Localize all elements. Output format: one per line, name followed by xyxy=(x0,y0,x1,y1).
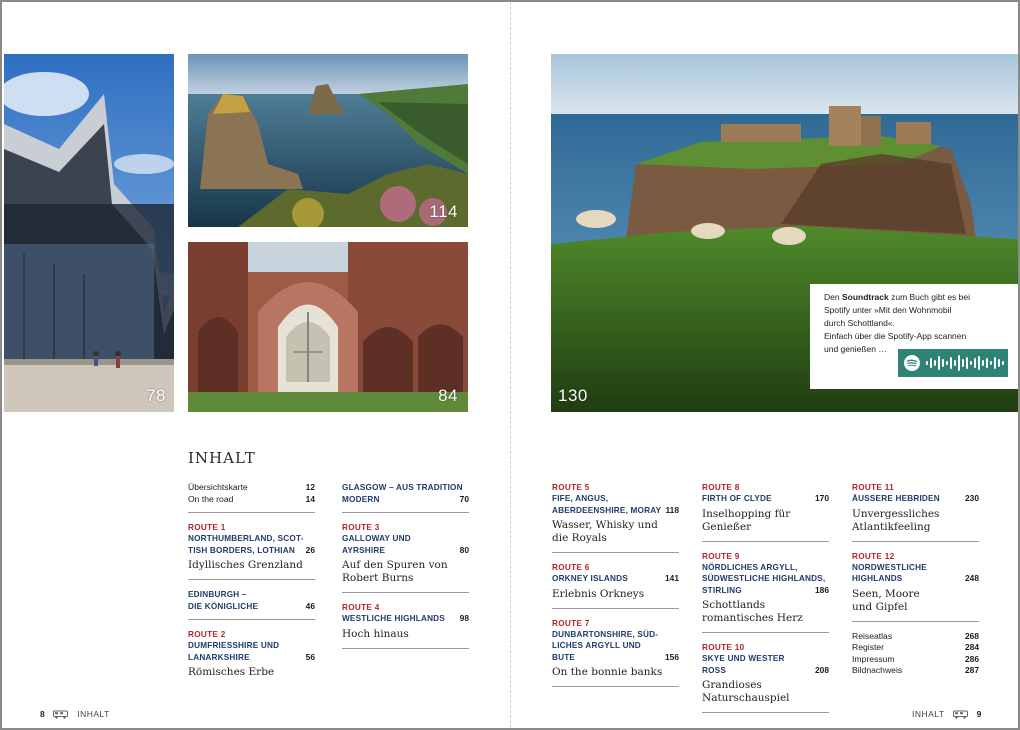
route-title: DIE KÖNIGLICHE xyxy=(188,601,259,611)
route-title: ORKNEY ISLANDS xyxy=(552,574,628,583)
footer-page-number: 8 xyxy=(40,709,46,719)
toc-entry-edinburgh[interactable] xyxy=(188,589,315,620)
route-title: SKYE UND WESTER ROSS xyxy=(702,654,785,675)
toc-row[interactable]: Reiseatlas 268 xyxy=(852,630,979,641)
toc-entry-appendix[interactable] xyxy=(852,631,979,684)
footer-right xyxy=(912,709,982,719)
page-number: 118 xyxy=(665,504,679,515)
route-label: ROUTE 3 xyxy=(342,523,380,532)
toc-row[interactable]: Übersichtskarte 12 xyxy=(188,482,315,492)
spotify-code-bars xyxy=(926,354,1006,372)
photo-glasgow-museum xyxy=(4,54,174,412)
camper-van-icon xyxy=(953,710,969,719)
toc-column-3 xyxy=(552,482,679,696)
footer-label: INHALT xyxy=(77,709,110,719)
route-label: ROUTE 9 xyxy=(702,551,740,561)
route-title: NORDWESTLICHE xyxy=(852,562,927,572)
toc-column-2 xyxy=(342,482,469,658)
route-title: GALLOWAY UND xyxy=(342,534,411,543)
toc-entry-route-1[interactable] xyxy=(188,522,315,580)
route-subtitle: Schottlands romantisches Herz xyxy=(702,599,803,624)
route-subtitle: Seen, Moore und Gipfel xyxy=(852,587,920,613)
page-number: 248 xyxy=(965,573,979,583)
route-title: LICHES ARGYLL UND BUTE xyxy=(552,641,641,662)
route-title: EDINBURGH – xyxy=(188,590,247,599)
soundtrack-box: Den Soundtrack zum Buch gibt es bei Spotify unter »Mit den Wohnmobil durch Schottland«. Einfach über die Spotify-App scannen und genießen … xyxy=(810,284,1018,389)
route-title: DUMFRIESSHIRE UND xyxy=(188,641,280,650)
route-title: FIFE, ANGUS, xyxy=(552,494,609,503)
footer-label: INHALT xyxy=(912,709,945,719)
page-number: 80 xyxy=(459,544,469,555)
footer-left xyxy=(40,709,110,719)
route-title: MODERN xyxy=(342,494,380,504)
page-number: 186 xyxy=(815,584,829,595)
route-label: ROUTE 4 xyxy=(342,603,380,612)
toc-entry-route-11[interactable] xyxy=(852,482,979,542)
route-title: AYRSHIRE xyxy=(342,545,386,555)
route-subtitle: Erlebnis Orkneys xyxy=(552,587,645,600)
page-number: 230 xyxy=(965,493,979,503)
spotify-code[interactable] xyxy=(898,349,1008,377)
toc-row[interactable]: Bildnachweis 287 xyxy=(852,665,979,675)
toc-entry-route-5[interactable] xyxy=(552,482,679,553)
toc-entry-glasgow[interactable] xyxy=(342,482,469,513)
route-label: ROUTE 8 xyxy=(702,483,740,492)
route-label: ROUTE 5 xyxy=(552,483,590,492)
toc-column-1 xyxy=(188,482,315,695)
route-label: ROUTE 12 xyxy=(852,551,895,561)
photo-page-number: 114 xyxy=(429,202,458,221)
route-label: ROUTE 1 xyxy=(188,523,226,532)
route-title: LANARKSHIRE xyxy=(188,652,250,662)
toc-heading: INHALT xyxy=(188,449,256,467)
toc-entry-route-9[interactable] xyxy=(702,551,829,634)
soundtrack-text: Den Soundtrack zum Buch gibt es bei xyxy=(824,292,970,302)
page-number: 46 xyxy=(305,600,315,611)
footer-page-number: 9 xyxy=(976,709,982,719)
route-title: ÄUSSERE HEBRIDEN xyxy=(852,494,940,503)
photo-page-number: 130 xyxy=(558,386,588,405)
route-title: FIRTH OF CLYDE xyxy=(702,494,772,503)
toc-row[interactable]: Impressum 286 xyxy=(852,653,979,664)
route-title: WESTLICHE HIGHLANDS xyxy=(342,614,445,623)
toc-entry-route-3[interactable] xyxy=(342,522,469,593)
route-subtitle: Hoch hinaus xyxy=(342,627,409,640)
toc-entry-route-8[interactable] xyxy=(702,482,829,542)
toc-entry-overview[interactable] xyxy=(188,482,315,513)
page-number: 141 xyxy=(665,573,679,583)
toc-entry-route-4[interactable] xyxy=(342,602,469,649)
route-label: ROUTE 7 xyxy=(552,618,590,628)
route-label: ROUTE 10 xyxy=(702,643,745,652)
route-subtitle: Idyllisches Grenzland xyxy=(188,559,303,571)
route-subtitle: Inselhopping für Genießer xyxy=(702,507,791,533)
toc-row[interactable]: Register 284 xyxy=(852,642,979,652)
toc-entry-route-2[interactable] xyxy=(188,629,315,686)
route-label: ROUTE 6 xyxy=(552,563,590,572)
route-subtitle: Römisches Erbe xyxy=(188,666,275,678)
photo-page-number: 84 xyxy=(438,386,458,405)
route-title: NORTHUMBERLAND, SCOT- xyxy=(188,534,304,543)
photo-page-number: 78 xyxy=(146,386,166,405)
route-subtitle: Grandioses Naturschauspiel xyxy=(702,679,790,704)
page-number: 70 xyxy=(459,493,469,504)
route-title: GLASGOW – AUS TRADITION xyxy=(342,483,463,492)
toc-entry-route-6[interactable] xyxy=(552,562,679,609)
route-title: DUNBARTONSHIRE, SÜD- xyxy=(552,629,659,639)
route-title: STIRLING xyxy=(702,585,742,595)
route-label: ROUTE 2 xyxy=(188,630,226,639)
toc-row[interactable]: On the road 14 xyxy=(188,493,315,504)
page-number: 98 xyxy=(459,613,469,623)
toc-entry-route-10[interactable] xyxy=(702,642,829,713)
route-subtitle: On the bonnie banks xyxy=(552,666,663,678)
photo-sea-stacks xyxy=(188,54,468,227)
toc-column-5 xyxy=(852,482,979,693)
route-title: SÜDWESTLICHE HIGHLANDS, xyxy=(702,574,826,583)
route-subtitle: Auf den Spuren von Robert Burns xyxy=(342,559,448,584)
route-title: NÖRDLICHES ARGYLL, xyxy=(702,562,798,572)
page-number: 26 xyxy=(305,544,315,555)
route-title: HIGHLANDS xyxy=(852,574,903,583)
page-number: 170 xyxy=(815,493,829,503)
route-title: TISH BORDERS, LOTHIAN xyxy=(188,545,295,555)
route-label: ROUTE 11 xyxy=(852,483,894,492)
route-subtitle: Wasser, Whisky und die Royals xyxy=(552,519,658,544)
route-title: ABERDEENSHIRE, MORAY xyxy=(552,505,662,515)
toc-entry-route-7[interactable] xyxy=(552,618,679,688)
route-subtitle: Unvergessliches Atlantikfeeling xyxy=(852,507,940,533)
spine-divider xyxy=(510,2,511,728)
toc-entry-route-12[interactable] xyxy=(852,551,979,622)
camper-van-icon xyxy=(53,710,69,719)
page-number: 156 xyxy=(665,651,679,662)
spotify-logo-icon xyxy=(904,355,920,371)
toc-column-4 xyxy=(702,482,829,722)
photo-abbey-ruins xyxy=(188,242,468,412)
page-number: 56 xyxy=(305,651,315,662)
page-number: 208 xyxy=(815,664,829,675)
